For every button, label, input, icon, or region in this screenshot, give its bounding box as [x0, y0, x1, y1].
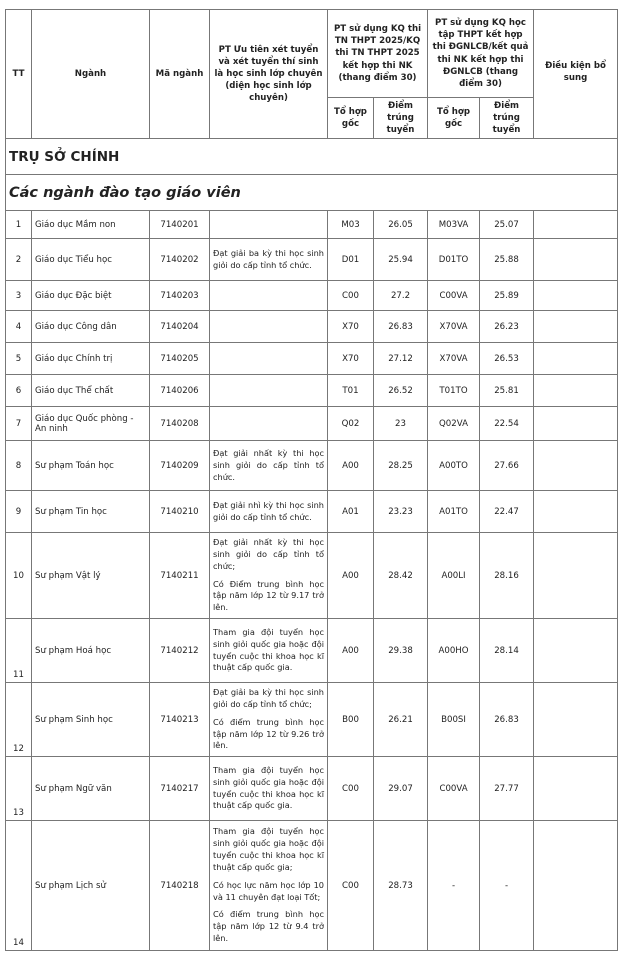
score-thpt: 29.38 [374, 619, 428, 683]
additional-condition [534, 821, 618, 951]
major-name: Sư phạm Sinh học [32, 683, 150, 757]
header-diem-trung-tuyen-2: Điểm trúng tuyển [480, 98, 534, 139]
header-dieu-kien: Điều kiện bổ sung [534, 10, 618, 139]
header-pt-dgnlcb: PT sử dụng KQ học tập THPT kết hợp thi ĐGNLCB/kết quả thi NK kết hợp thi ĐGNLCB (thang điểm 30) [428, 10, 534, 98]
table-row [6, 407, 618, 441]
table-row [6, 683, 618, 757]
subject-combo-thpt: B00 [328, 683, 374, 757]
section-heading-main: TRỤ SỞ CHÍNH [6, 139, 618, 175]
row-number: 6 [6, 375, 32, 407]
subject-combo-thpt: C00 [328, 281, 374, 311]
major-name: Giáo dục Công dân [32, 311, 150, 343]
table-row [6, 441, 618, 491]
subject-combo-dgnlcb: X70VA [428, 343, 480, 375]
score-thpt: 23.23 [374, 491, 428, 533]
condition-text: Có Điểm trung bình học tập năm lớp 12 từ 9.17 trở lên. [213, 578, 324, 613]
score-dgnlcb: 25.07 [480, 211, 534, 239]
major-code: 7140213 [150, 683, 210, 757]
additional-condition [534, 757, 618, 821]
priority-condition [210, 407, 328, 441]
header-to-hop-goc-2: Tổ hợp gốc [428, 98, 480, 139]
score-thpt: 27.12 [374, 343, 428, 375]
score-thpt: 28.25 [374, 441, 428, 491]
priority-condition [210, 821, 328, 951]
priority-condition [210, 441, 328, 491]
condition-text: Tham gia đội tuyển học sinh giỏi quốc gia hoặc đội tuyển cuộc thi khoa học kĩ thuật cấp quốc gia. [213, 764, 324, 811]
subject-combo-dgnlcb: T01TO [428, 375, 480, 407]
subject-combo-thpt: D01 [328, 239, 374, 281]
major-code: 7140203 [150, 281, 210, 311]
score-thpt: 28.73 [374, 821, 428, 951]
score-dgnlcb: 27.66 [480, 441, 534, 491]
score-thpt: 26.52 [374, 375, 428, 407]
condition-text: Có điểm trung bình học tập năm lớp 12 từ 9.26 trở lên. [213, 716, 324, 751]
major-name: Sư phạm Tin học [32, 491, 150, 533]
subject-combo-dgnlcb: Q02VA [428, 407, 480, 441]
row-number: 1 [6, 211, 32, 239]
row-number: 12 [6, 683, 32, 757]
header-ma-nganh: Mã ngành [150, 10, 210, 139]
subject-combo-dgnlcb: A00HO [428, 619, 480, 683]
priority-condition [210, 757, 328, 821]
major-name: Sư phạm Lịch sử [32, 821, 150, 951]
table-row [6, 343, 618, 375]
row-number: 3 [6, 281, 32, 311]
table-row [6, 619, 618, 683]
major-code: 7140217 [150, 757, 210, 821]
subject-combo-thpt: T01 [328, 375, 374, 407]
major-name: Sư phạm Toán học [32, 441, 150, 491]
additional-condition [534, 441, 618, 491]
subject-combo-dgnlcb: C00VA [428, 281, 480, 311]
score-thpt: 26.05 [374, 211, 428, 239]
additional-condition [534, 343, 618, 375]
score-dgnlcb: 25.88 [480, 239, 534, 281]
table-row [6, 821, 618, 951]
condition-text: Có học lực năm học lớp 10 và 11 chuyên đạt loại Tốt; [213, 879, 324, 902]
score-thpt: 26.21 [374, 683, 428, 757]
major-code: 7140218 [150, 821, 210, 951]
major-name: Giáo dục Tiểu học [32, 239, 150, 281]
table-row [6, 281, 618, 311]
additional-condition [534, 239, 618, 281]
condition-text: Tham gia đội tuyển học sinh giỏi quốc gia hoặc đội tuyển cuộc thi khoa học kĩ thuật cấp quốc gia; [213, 826, 324, 872]
major-code: 7140202 [150, 239, 210, 281]
priority-condition [210, 375, 328, 407]
major-name: Giáo dục Quốc phòng - An ninh [32, 407, 150, 441]
subject-combo-thpt: A00 [328, 619, 374, 683]
major-code: 7140210 [150, 491, 210, 533]
subject-combo-thpt: X70 [328, 311, 374, 343]
row-number: 7 [6, 407, 32, 441]
table-row [6, 533, 618, 619]
admission-score-table [5, 9, 618, 951]
header-nganh: Ngành [32, 10, 150, 139]
additional-condition [534, 619, 618, 683]
major-code: 7140212 [150, 619, 210, 683]
table-row [6, 211, 618, 239]
header-pt-thpt: PT sử dụng KQ thi TN THPT 2025/KQ thi TN THPT 2025 kết hợp thi NK (thang điểm 30) [328, 10, 428, 98]
major-name: Giáo dục Đặc biệt [32, 281, 150, 311]
score-thpt: 23 [374, 407, 428, 441]
table-row [6, 239, 618, 281]
row-number: 13 [6, 757, 32, 821]
subject-combo-thpt: X70 [328, 343, 374, 375]
priority-condition [210, 343, 328, 375]
header-pt-uu-tien: PT Ưu tiên xét tuyển và xét tuyển thí sinh là học sinh lớp chuyên (diện học sinh lớp chuyên) [210, 10, 328, 139]
priority-condition [210, 239, 328, 281]
priority-condition [210, 491, 328, 533]
additional-condition [534, 375, 618, 407]
score-dgnlcb: 22.54 [480, 407, 534, 441]
score-dgnlcb: 22.47 [480, 491, 534, 533]
additional-condition [534, 533, 618, 619]
condition-text: Đạt giải nhất kỳ thi học sinh giỏi do cấp tỉnh tổ chức. [213, 447, 324, 482]
priority-condition [210, 211, 328, 239]
table-row [6, 491, 618, 533]
row-number: 10 [6, 533, 32, 619]
subject-combo-dgnlcb: M03VA [428, 211, 480, 239]
table-row [6, 757, 618, 821]
subject-combo-thpt: C00 [328, 821, 374, 951]
priority-condition [210, 619, 328, 683]
major-code: 7140205 [150, 343, 210, 375]
subject-combo-thpt: A00 [328, 441, 374, 491]
score-dgnlcb: 25.89 [480, 281, 534, 311]
subject-combo-thpt: M03 [328, 211, 374, 239]
subject-combo-dgnlcb: C00VA [428, 757, 480, 821]
subject-combo-dgnlcb: A00TO [428, 441, 480, 491]
priority-condition [210, 281, 328, 311]
major-name: Giáo dục Mầm non [32, 211, 150, 239]
additional-condition [534, 311, 618, 343]
condition-text: Đạt giải nhất kỳ thi học sinh giỏi do cấp tỉnh tổ chức; [213, 536, 324, 571]
score-dgnlcb: 26.23 [480, 311, 534, 343]
priority-condition [210, 533, 328, 619]
row-number: 14 [6, 821, 32, 951]
score-dgnlcb: - [480, 821, 534, 951]
priority-condition [210, 311, 328, 343]
subject-combo-dgnlcb: A00LI [428, 533, 480, 619]
subject-combo-thpt: A01 [328, 491, 374, 533]
condition-text: Đạt giải ba kỳ thi học sinh giỏi do cấp tỉnh tổ chức; [213, 686, 324, 709]
table-row [6, 311, 618, 343]
priority-condition [210, 683, 328, 757]
score-dgnlcb: 25.81 [480, 375, 534, 407]
score-dgnlcb: 26.83 [480, 683, 534, 757]
condition-text: Đạt giải ba kỳ thi học sinh giỏi do cấp tỉnh tổ chức. [213, 247, 324, 270]
row-number: 4 [6, 311, 32, 343]
major-code: 7140204 [150, 311, 210, 343]
subject-combo-thpt: C00 [328, 757, 374, 821]
score-dgnlcb: 28.14 [480, 619, 534, 683]
major-code: 7140206 [150, 375, 210, 407]
header-to-hop-goc: Tổ hợp gốc [328, 98, 374, 139]
subject-combo-dgnlcb: - [428, 821, 480, 951]
score-thpt: 26.83 [374, 311, 428, 343]
subject-combo-dgnlcb: A01TO [428, 491, 480, 533]
major-code: 7140208 [150, 407, 210, 441]
major-code: 7140209 [150, 441, 210, 491]
additional-condition [534, 683, 618, 757]
subject-combo-dgnlcb: D01TO [428, 239, 480, 281]
additional-condition [534, 211, 618, 239]
major-name: Sư phạm Vật lý [32, 533, 150, 619]
major-name: Giáo dục Chính trị [32, 343, 150, 375]
score-dgnlcb: 27.77 [480, 757, 534, 821]
condition-text: Đạt giải nhì kỳ thi học sinh giỏi do cấp tỉnh tổ chức. [213, 499, 324, 522]
row-number: 5 [6, 343, 32, 375]
subject-combo-thpt: A00 [328, 533, 374, 619]
score-thpt: 27.2 [374, 281, 428, 311]
subject-combo-thpt: Q02 [328, 407, 374, 441]
row-number: 9 [6, 491, 32, 533]
score-thpt: 29.07 [374, 757, 428, 821]
score-dgnlcb: 26.53 [480, 343, 534, 375]
major-name: Sư phạm Hoá học [32, 619, 150, 683]
table-row [6, 375, 618, 407]
row-number: 2 [6, 239, 32, 281]
additional-condition [534, 407, 618, 441]
subject-combo-dgnlcb: X70VA [428, 311, 480, 343]
major-code: 7140211 [150, 533, 210, 619]
additional-condition [534, 491, 618, 533]
major-name: Sư phạm Ngữ văn [32, 757, 150, 821]
header-tt: TT [6, 10, 32, 139]
additional-condition [534, 281, 618, 311]
subject-combo-dgnlcb: B00SI [428, 683, 480, 757]
major-code: 7140201 [150, 211, 210, 239]
section-heading-teacher: Các ngành đào tạo giáo viên [6, 175, 618, 211]
score-dgnlcb: 28.16 [480, 533, 534, 619]
header-diem-trung-tuyen: Điểm trúng tuyển [374, 98, 428, 139]
condition-text: Có điểm trung bình học tập năm lớp 12 từ 9.4 trở lên. [213, 909, 324, 944]
major-name: Giáo dục Thể chất [32, 375, 150, 407]
score-thpt: 28.42 [374, 533, 428, 619]
condition-text: Tham gia đội tuyển học sinh giỏi quốc gia hoặc đội tuyển cuộc thi khoa học kĩ thuật cấp quốc gia. [213, 626, 324, 673]
score-thpt: 25.94 [374, 239, 428, 281]
row-number: 8 [6, 441, 32, 491]
row-number: 11 [6, 619, 32, 683]
